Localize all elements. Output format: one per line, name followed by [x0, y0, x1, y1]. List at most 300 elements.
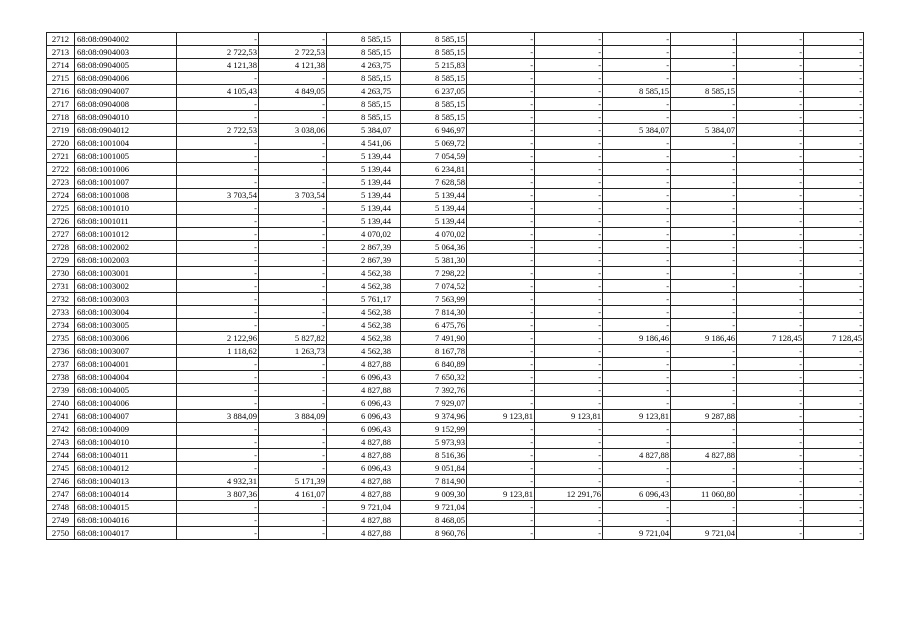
value-cell: -: [177, 241, 259, 254]
value-cell: -: [177, 228, 259, 241]
value-cell: -: [259, 202, 327, 215]
value-cell: -: [177, 137, 259, 150]
value-cell: -: [671, 371, 737, 384]
value-cell: -: [467, 72, 535, 85]
value-cell: -: [467, 124, 535, 137]
value-cell: -: [737, 46, 804, 59]
cadastral-number-cell: 68:08:0904012: [75, 124, 177, 137]
value-cell: -: [603, 345, 671, 358]
value-cell: 5 139,44: [327, 163, 401, 176]
value-cell: -: [671, 98, 737, 111]
value-cell: -: [804, 280, 864, 293]
value-cell: 6 096,43: [603, 488, 671, 501]
value-cell: -: [603, 501, 671, 514]
value-cell: 4 263,75: [327, 59, 401, 72]
cadastral-number-cell: 68:08:1004015: [75, 501, 177, 514]
row-number-cell: 2745: [47, 462, 75, 475]
value-cell: 6 234,81: [401, 163, 467, 176]
value-cell: -: [603, 293, 671, 306]
value-cell: -: [535, 475, 603, 488]
value-cell: -: [535, 306, 603, 319]
value-cell: -: [603, 163, 671, 176]
value-cell: -: [737, 423, 804, 436]
value-cell: 7 392,76: [401, 384, 467, 397]
value-cell: 8 585,15: [401, 98, 467, 111]
cadastral-number-cell: 68:08:1001010: [75, 202, 177, 215]
table-row: [47, 423, 864, 436]
table-row: [47, 527, 864, 540]
row-number-cell: 2748: [47, 501, 75, 514]
cadastral-number-cell: 68:08:1004012: [75, 462, 177, 475]
value-cell: -: [259, 384, 327, 397]
value-cell: 9 051,84: [401, 462, 467, 475]
row-number-cell: 2739: [47, 384, 75, 397]
row-number-cell: 2722: [47, 163, 75, 176]
row-number-cell: 2736: [47, 345, 75, 358]
value-cell: -: [737, 176, 804, 189]
table-row: [47, 241, 864, 254]
value-cell: 4 121,38: [259, 59, 327, 72]
value-cell: 1 118,62: [177, 345, 259, 358]
value-cell: -: [671, 189, 737, 202]
value-cell: -: [603, 436, 671, 449]
row-number-cell: 2721: [47, 150, 75, 163]
cadastral-number-cell: 68:08:1001011: [75, 215, 177, 228]
value-cell: 7 128,45: [804, 332, 864, 345]
value-cell: 8 585,15: [401, 33, 467, 46]
value-cell: -: [804, 488, 864, 501]
value-cell: 3 703,54: [259, 189, 327, 202]
value-cell: -: [535, 423, 603, 436]
value-cell: -: [671, 514, 737, 527]
value-cell: -: [259, 111, 327, 124]
value-cell: 3 038,06: [259, 124, 327, 137]
row-number-cell: 2729: [47, 254, 75, 267]
value-cell: -: [737, 371, 804, 384]
table-row: [47, 228, 864, 241]
value-cell: -: [535, 397, 603, 410]
value-cell: -: [535, 514, 603, 527]
value-cell: 8 585,15: [401, 111, 467, 124]
value-cell: 5 139,44: [401, 215, 467, 228]
value-cell: -: [603, 150, 671, 163]
value-cell: -: [603, 111, 671, 124]
value-cell: -: [177, 319, 259, 332]
value-cell: -: [467, 397, 535, 410]
row-number-cell: 2749: [47, 514, 75, 527]
value-cell: -: [467, 319, 535, 332]
table-row: [47, 384, 864, 397]
cadastral-number-cell: 68:08:1003003: [75, 293, 177, 306]
value-cell: -: [259, 137, 327, 150]
value-cell: -: [603, 176, 671, 189]
cadastral-number-cell: 68:08:1004017: [75, 527, 177, 540]
value-cell: -: [804, 176, 864, 189]
value-cell: -: [467, 306, 535, 319]
value-cell: -: [535, 358, 603, 371]
table-body: [47, 33, 864, 540]
cadastral-number-cell: 68:08:1004010: [75, 436, 177, 449]
value-cell: -: [737, 306, 804, 319]
value-cell: -: [259, 72, 327, 85]
value-cell: 2 867,39: [327, 254, 401, 267]
row-number-cell: 2725: [47, 202, 75, 215]
value-cell: -: [259, 98, 327, 111]
row-number-cell: 2714: [47, 59, 75, 72]
value-cell: 5 139,44: [327, 176, 401, 189]
table-row: [47, 501, 864, 514]
value-cell: -: [671, 345, 737, 358]
value-cell: -: [535, 462, 603, 475]
value-cell: 5 064,36: [401, 241, 467, 254]
value-cell: 5 069,72: [401, 137, 467, 150]
value-cell: 6 096,43: [327, 397, 401, 410]
value-cell: -: [737, 202, 804, 215]
value-cell: 8 585,15: [327, 111, 401, 124]
value-cell: -: [737, 501, 804, 514]
value-cell: 4 827,88: [327, 436, 401, 449]
value-cell: -: [603, 228, 671, 241]
row-number-cell: 2750: [47, 527, 75, 540]
value-cell: -: [535, 384, 603, 397]
value-cell: -: [603, 33, 671, 46]
value-cell: -: [535, 280, 603, 293]
value-cell: 8 585,15: [327, 72, 401, 85]
cadastral-number-cell: 68:08:1003002: [75, 280, 177, 293]
value-cell: -: [467, 436, 535, 449]
value-cell: -: [177, 163, 259, 176]
row-number-cell: 2727: [47, 228, 75, 241]
value-cell: 4 932,31: [177, 475, 259, 488]
value-cell: -: [804, 150, 864, 163]
value-cell: -: [467, 150, 535, 163]
value-cell: -: [535, 501, 603, 514]
cadastral-number-cell: 68:08:1001004: [75, 137, 177, 150]
value-cell: -: [737, 215, 804, 228]
cadastral-number-cell: 68:08:1004001: [75, 358, 177, 371]
table-row: [47, 33, 864, 46]
table-row: [47, 475, 864, 488]
value-cell: -: [467, 228, 535, 241]
value-cell: 4 827,88: [603, 449, 671, 462]
value-cell: 9 123,81: [467, 488, 535, 501]
table-row: [47, 163, 864, 176]
table-row: [47, 449, 864, 462]
value-cell: -: [467, 384, 535, 397]
value-cell: -: [467, 59, 535, 72]
row-number-cell: 2716: [47, 85, 75, 98]
value-cell: -: [737, 163, 804, 176]
row-number-cell: 2713: [47, 46, 75, 59]
value-cell: -: [177, 215, 259, 228]
value-cell: -: [535, 72, 603, 85]
value-cell: -: [737, 293, 804, 306]
value-cell: -: [177, 72, 259, 85]
value-cell: 9 123,81: [467, 410, 535, 423]
value-cell: 7 814,30: [401, 306, 467, 319]
value-cell: -: [259, 306, 327, 319]
row-number-cell: 2746: [47, 475, 75, 488]
value-cell: 6 096,43: [327, 410, 401, 423]
value-cell: -: [804, 293, 864, 306]
value-cell: -: [671, 202, 737, 215]
value-cell: -: [737, 72, 804, 85]
data-table: [46, 32, 864, 540]
value-cell: 9 123,81: [535, 410, 603, 423]
value-cell: -: [671, 137, 737, 150]
value-cell: 3 703,54: [177, 189, 259, 202]
value-cell: -: [804, 254, 864, 267]
cadastral-number-cell: 68:08:0904003: [75, 46, 177, 59]
value-cell: 4 541,06: [327, 137, 401, 150]
value-cell: -: [535, 527, 603, 540]
table-row: [47, 514, 864, 527]
value-cell: -: [259, 462, 327, 475]
value-cell: 4 562,38: [327, 345, 401, 358]
table-row: [47, 436, 864, 449]
value-cell: -: [467, 111, 535, 124]
value-cell: 8 468,05: [401, 514, 467, 527]
value-cell: -: [804, 319, 864, 332]
value-cell: -: [603, 462, 671, 475]
table-row: [47, 85, 864, 98]
value-cell: 4 070,02: [401, 228, 467, 241]
value-cell: 8 585,15: [401, 72, 467, 85]
value-cell: 4 562,38: [327, 267, 401, 280]
value-cell: 6 096,43: [327, 423, 401, 436]
cadastral-number-cell: 68:08:1003006: [75, 332, 177, 345]
row-number-cell: 2726: [47, 215, 75, 228]
value-cell: 8 585,15: [603, 85, 671, 98]
value-cell: -: [259, 319, 327, 332]
cadastral-number-cell: 68:08:1003004: [75, 306, 177, 319]
value-cell: -: [603, 475, 671, 488]
value-cell: -: [467, 332, 535, 345]
value-cell: -: [671, 319, 737, 332]
value-cell: -: [804, 59, 864, 72]
value-cell: -: [603, 384, 671, 397]
value-cell: -: [177, 527, 259, 540]
value-cell: -: [804, 449, 864, 462]
value-cell: -: [603, 241, 671, 254]
value-cell: -: [535, 215, 603, 228]
table-row: [47, 280, 864, 293]
value-cell: -: [804, 215, 864, 228]
value-cell: -: [259, 228, 327, 241]
table-row: [47, 72, 864, 85]
value-cell: -: [177, 267, 259, 280]
value-cell: -: [737, 267, 804, 280]
value-cell: 3 884,09: [259, 410, 327, 423]
value-cell: -: [259, 514, 327, 527]
value-cell: -: [467, 267, 535, 280]
value-cell: 9 186,46: [671, 332, 737, 345]
value-cell: -: [535, 436, 603, 449]
value-cell: -: [259, 267, 327, 280]
table-row: [47, 293, 864, 306]
value-cell: -: [535, 241, 603, 254]
value-cell: -: [535, 150, 603, 163]
value-cell: -: [177, 111, 259, 124]
value-cell: 9 152,99: [401, 423, 467, 436]
value-cell: -: [804, 124, 864, 137]
value-cell: 8 960,76: [401, 527, 467, 540]
row-number-cell: 2738: [47, 371, 75, 384]
value-cell: -: [177, 358, 259, 371]
table-row: [47, 345, 864, 358]
cadastral-number-cell: 68:08:1001005: [75, 150, 177, 163]
value-cell: -: [177, 462, 259, 475]
value-cell: 6 475,76: [401, 319, 467, 332]
value-cell: -: [535, 332, 603, 345]
value-cell: -: [467, 189, 535, 202]
value-cell: 9 009,30: [401, 488, 467, 501]
table-row: [47, 319, 864, 332]
value-cell: -: [671, 384, 737, 397]
value-cell: 7 563,99: [401, 293, 467, 306]
value-cell: -: [804, 436, 864, 449]
value-cell: 6 096,43: [327, 371, 401, 384]
row-number-cell: 2718: [47, 111, 75, 124]
value-cell: -: [737, 189, 804, 202]
value-cell: 7 128,45: [737, 332, 804, 345]
value-cell: -: [467, 241, 535, 254]
value-cell: -: [737, 319, 804, 332]
cadastral-number-cell: 68:08:1003007: [75, 345, 177, 358]
value-cell: -: [737, 150, 804, 163]
value-cell: -: [603, 137, 671, 150]
value-cell: -: [177, 384, 259, 397]
value-cell: -: [737, 358, 804, 371]
value-cell: 8 585,15: [327, 46, 401, 59]
value-cell: 5 827,82: [259, 332, 327, 345]
value-cell: -: [804, 111, 864, 124]
table-row: [47, 332, 864, 345]
row-number-cell: 2747: [47, 488, 75, 501]
value-cell: 4 263,75: [327, 85, 401, 98]
value-cell: 9 287,88: [671, 410, 737, 423]
value-cell: -: [737, 384, 804, 397]
table-row: [47, 150, 864, 163]
value-cell: -: [804, 228, 864, 241]
value-cell: -: [737, 59, 804, 72]
value-cell: 2 722,53: [259, 46, 327, 59]
value-cell: 4 562,38: [327, 306, 401, 319]
value-cell: -: [535, 189, 603, 202]
row-number-cell: 2715: [47, 72, 75, 85]
table-row: [47, 254, 864, 267]
value-cell: -: [603, 59, 671, 72]
cadastral-number-cell: 68:08:1004004: [75, 371, 177, 384]
value-cell: 7 074,52: [401, 280, 467, 293]
value-cell: 4 827,88: [327, 384, 401, 397]
value-cell: 4 827,88: [327, 475, 401, 488]
value-cell: -: [259, 163, 327, 176]
value-cell: -: [671, 358, 737, 371]
value-cell: 4 827,88: [327, 449, 401, 462]
value-cell: -: [671, 293, 737, 306]
row-number-cell: 2712: [47, 33, 75, 46]
value-cell: 2 722,53: [177, 46, 259, 59]
value-cell: -: [259, 436, 327, 449]
table-row: [47, 410, 864, 423]
value-cell: -: [737, 124, 804, 137]
value-cell: -: [671, 306, 737, 319]
value-cell: -: [259, 215, 327, 228]
cadastral-number-cell: 68:08:1003005: [75, 319, 177, 332]
value-cell: -: [804, 397, 864, 410]
value-cell: -: [177, 423, 259, 436]
value-cell: 5 139,44: [401, 189, 467, 202]
value-cell: 4 827,88: [327, 514, 401, 527]
value-cell: 8 585,15: [327, 33, 401, 46]
value-cell: -: [177, 306, 259, 319]
row-number-cell: 2724: [47, 189, 75, 202]
table-row: [47, 189, 864, 202]
value-cell: 7 054,59: [401, 150, 467, 163]
value-cell: -: [535, 137, 603, 150]
table-row: [47, 137, 864, 150]
table-row: [47, 462, 864, 475]
value-cell: 4 070,02: [327, 228, 401, 241]
cadastral-number-cell: 68:08:0904006: [75, 72, 177, 85]
value-cell: -: [467, 98, 535, 111]
value-cell: 8 516,36: [401, 449, 467, 462]
value-cell: 5 761,17: [327, 293, 401, 306]
value-cell: -: [177, 501, 259, 514]
value-cell: -: [535, 202, 603, 215]
value-cell: -: [737, 241, 804, 254]
value-cell: -: [671, 436, 737, 449]
value-cell: -: [177, 449, 259, 462]
value-cell: 4 827,88: [671, 449, 737, 462]
value-cell: -: [671, 46, 737, 59]
value-cell: -: [603, 267, 671, 280]
row-number-cell: 2737: [47, 358, 75, 371]
value-cell: -: [603, 72, 671, 85]
value-cell: -: [467, 514, 535, 527]
table-row: [47, 202, 864, 215]
row-number-cell: 2730: [47, 267, 75, 280]
value-cell: -: [671, 111, 737, 124]
value-cell: -: [671, 150, 737, 163]
value-cell: -: [259, 527, 327, 540]
table-row: [47, 371, 864, 384]
value-cell: -: [467, 475, 535, 488]
value-cell: -: [535, 293, 603, 306]
value-cell: 2 722,53: [177, 124, 259, 137]
value-cell: -: [259, 501, 327, 514]
value-cell: -: [259, 280, 327, 293]
value-cell: 4 562,38: [327, 319, 401, 332]
value-cell: 5 973,93: [401, 436, 467, 449]
value-cell: -: [804, 137, 864, 150]
cadastral-number-cell: 68:08:0904008: [75, 98, 177, 111]
value-cell: -: [737, 137, 804, 150]
value-cell: 7 628,58: [401, 176, 467, 189]
value-cell: -: [177, 202, 259, 215]
value-cell: 8 585,15: [671, 85, 737, 98]
value-cell: -: [737, 345, 804, 358]
value-cell: 4 827,88: [327, 527, 401, 540]
value-cell: -: [177, 176, 259, 189]
value-cell: -: [603, 306, 671, 319]
value-cell: 4 827,88: [327, 358, 401, 371]
value-cell: -: [737, 449, 804, 462]
cadastral-number-cell: 68:08:1001007: [75, 176, 177, 189]
value-cell: -: [259, 358, 327, 371]
value-cell: -: [804, 410, 864, 423]
